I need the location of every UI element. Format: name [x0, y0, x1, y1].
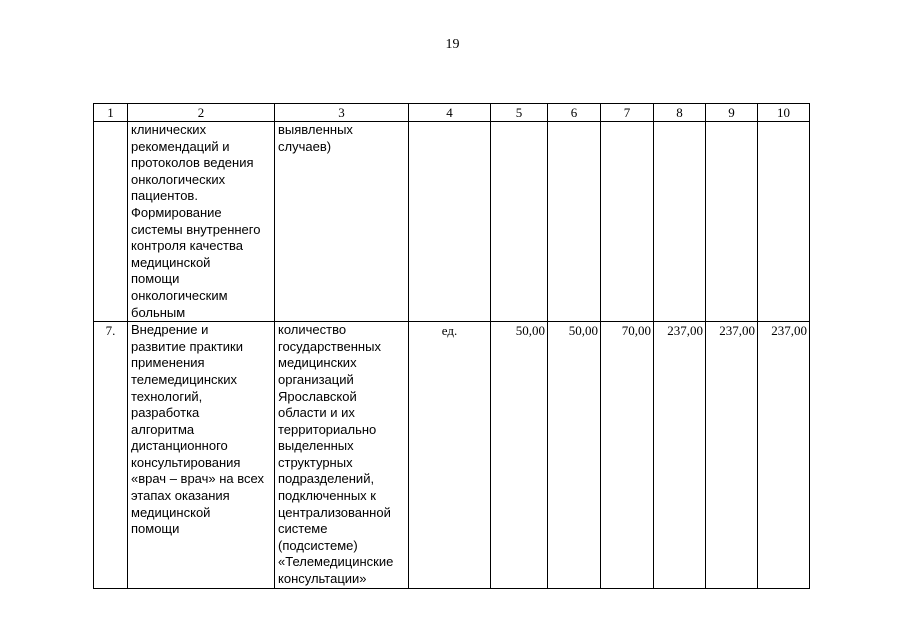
column-number: 1 — [94, 104, 128, 122]
indicator-text: количество государственных медицинских организаций Ярославской области и их территориально выделенных структурных подразделений, подключенных к централизованной системе (подсистеме) «Телемедицинские консультации» — [278, 322, 394, 587]
value-cell: 237,00 — [654, 322, 706, 589]
column-number: 4 — [409, 104, 491, 122]
indicator-cell — [275, 122, 409, 322]
activity-text: клинических рекомендаций и протоколов ведения онкологических пациентов. Формирование системы внутреннего контроля качества медицинской помощи онкологическим больным — [131, 122, 261, 320]
row-number: 7. — [94, 322, 128, 589]
value-cell: 50,00 — [491, 322, 548, 589]
table-row — [94, 322, 810, 589]
table-row — [94, 122, 810, 322]
value-cell — [706, 122, 758, 322]
value-cell: 70,00 — [601, 322, 654, 589]
column-number: 7 — [601, 104, 654, 122]
indicator-cell — [275, 322, 409, 589]
unit-cell — [409, 122, 491, 322]
value-cell: 50,00 — [548, 322, 601, 589]
value-cell: 237,00 — [706, 322, 758, 589]
activity-cell — [128, 122, 275, 322]
activity-text: Внедрение и развитие практики применения телемедицинских технологий, разработка алгоритма дистанционного консультирования «врач – врач» на всех этапах оказания медицинской помощи — [131, 322, 264, 537]
value-cell — [758, 122, 810, 322]
unit-cell: ед. — [409, 322, 491, 589]
row-number — [94, 122, 128, 322]
value-cell — [491, 122, 548, 322]
value-cell: 237,00 — [758, 322, 810, 589]
column-number: 8 — [654, 104, 706, 122]
value-cell — [548, 122, 601, 322]
value-cell — [654, 122, 706, 322]
column-number: 5 — [491, 104, 548, 122]
value-cell — [601, 122, 654, 322]
indicator-text: выявленных случаев) — [278, 122, 353, 154]
column-number-row — [94, 104, 810, 122]
activity-cell — [128, 322, 275, 589]
data-table — [93, 103, 810, 589]
column-number: 3 — [275, 104, 409, 122]
column-number: 2 — [128, 104, 275, 122]
column-number: 9 — [706, 104, 758, 122]
page-number: 19 — [445, 37, 460, 52]
column-number: 6 — [548, 104, 601, 122]
column-number: 10 — [758, 104, 810, 122]
